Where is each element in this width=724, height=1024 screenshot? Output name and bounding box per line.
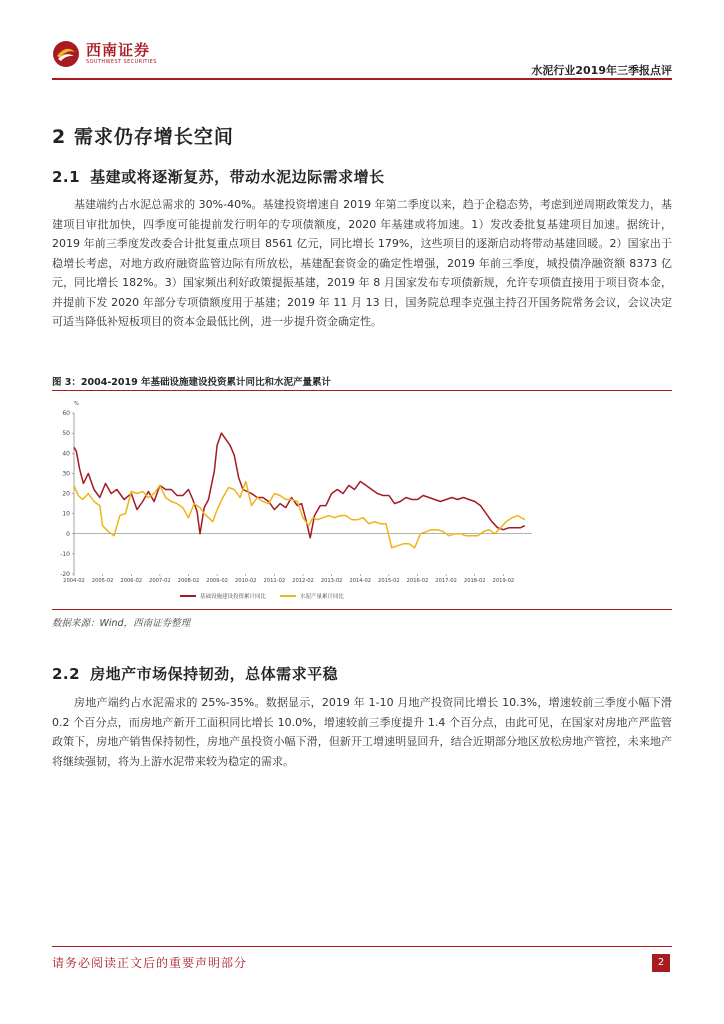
x-tick-label: 2004-02 <box>63 578 85 584</box>
logo-en-text: SOUTHWEST SECURITIES <box>86 59 157 65</box>
page-header <box>52 40 672 78</box>
x-tick-label: 2012-02 <box>292 578 314 584</box>
figure-3-frame <box>52 390 672 610</box>
footer-divider <box>52 946 672 947</box>
y-tick-label: 50 <box>62 430 70 438</box>
y-tick-label: 0 <box>66 530 70 538</box>
figure-3-source: 数据来源：Wind，西南证券整理 <box>52 618 191 629</box>
section-2-2-title: 房地产市场保持韧劲，总体需求平稳 <box>90 665 339 683</box>
report-title: 水泥行业2019年三季报点评 <box>531 64 672 77</box>
legend-label-1: 基础设施建设投资累计同比 <box>200 594 267 600</box>
figure-3-title: 图 3：2004-2019 年基础设施建设投资累计同比和水泥产量累计 <box>52 377 332 388</box>
x-tick-label: 2011-02 <box>263 578 286 584</box>
section-2-2-heading <box>52 663 338 684</box>
x-tick-label: 2008-02 <box>177 578 200 584</box>
section-2-1-number: 2.1 <box>52 168 81 186</box>
y-tick-label: 20 <box>62 490 70 498</box>
x-tick-label: 2009-02 <box>206 578 228 584</box>
x-tick-label: 2016-02 <box>406 578 429 584</box>
x-tick-label: 2013-02 <box>320 578 343 584</box>
section-2-heading <box>52 122 234 149</box>
header-divider <box>52 78 672 80</box>
section-2-title: 需求仍存增长空间 <box>73 126 234 148</box>
section-2-1-heading <box>52 166 385 187</box>
page-number: 2 <box>652 954 670 972</box>
series-line-1 <box>74 433 525 538</box>
section-2-1-paragraph: 基建端约占水泥总需求的 30%-40%。基建投资增速自 2019 年第二季度以来，趋于企稳态势，考虑到逆周期政策发力，基建项目审批加快，四季度可能提前发行明年的专项债额度，2020 年基建或将加速。1）发改委批复基建项目加速。据统计，2019 年前三季度发改委合计批复重点项目 8561 亿元，同比增长 179%，这些项目的逐渐启动将带动基建回暖。2）国家出于稳增长考虑，对地方政府融资监管边际有所放松，基建配套资金的确定性增强，2019 年前三季度，城投债净融资额 8373 亿元，同比增长 182%。3）国家频出利好政策提振基建，2019 年 8 月国家发布专项债新规，允许专项债直接用于项目资本金，并提前下发 2020 年部分专项债额度用于基建；2019 年 11 月 13 日，国务院总理李克强主持召开国务院常务会议，会议决定可适当降低补短板项目的资本金最低比例，进一步提升资金确定性。 <box>52 198 672 328</box>
x-tick-label: 2014-02 <box>349 578 372 584</box>
series-line-2 <box>74 481 525 547</box>
x-tick-label: 2006-02 <box>120 578 143 584</box>
company-logo <box>52 40 157 68</box>
y-tick-label: 40 <box>62 450 70 458</box>
x-tick-label: 2017-02 <box>435 578 457 584</box>
y-tick-label: -10 <box>60 550 70 558</box>
x-tick-label: 2018-02 <box>463 578 486 584</box>
section-2-2-paragraph: 房地产端约占水泥需求的 25%-35%。数据显示，2019 年 1-10 月地产投资同比增长 10.3%，增速较前三季度小幅下滑 0.2 个百分点，而房地产新开工面积同比增长 10.0%，增速较前三季度提升 1.4 个百分点，由此可见，在国家对房地产严监管政策下，房地产销售保持韧性，房地产虽投资小幅下滑，但新开工增速明显回升，结合近期部分地区放松房地产管控，未来地产将继续强韧，将为上游水泥带来较为稳定的需求。 <box>52 696 672 768</box>
section-2-1-title: 基建或将逐渐复苏，带动水泥边际需求增长 <box>90 168 385 186</box>
y-tick-label: 10 <box>62 510 70 518</box>
section-2-number: 2 <box>52 126 67 148</box>
logo-cn-text: 西南证券 <box>86 41 151 59</box>
y-tick-label: 60 <box>62 410 70 417</box>
figure-3-chart <box>52 391 672 609</box>
logo-mark-icon <box>52 40 80 68</box>
y-tick-label: 30 <box>62 470 70 478</box>
legend-label-2: 水泥产量累计同比 <box>300 594 345 600</box>
y-tick-label: -20 <box>60 571 70 578</box>
x-tick-label: 2015-02 <box>378 578 400 584</box>
section-2-2-number: 2.2 <box>52 665 81 683</box>
x-tick-label: 2005-02 <box>91 578 114 584</box>
x-tick-label: 2010-02 <box>234 578 257 584</box>
x-tick-label: 2007-02 <box>149 578 171 584</box>
x-tick-label: 2019-02 <box>492 578 515 584</box>
y-axis-unit-label: % <box>74 401 79 407</box>
footer-disclaimer: 请务必阅读正文后的重要声明部分 <box>52 956 248 970</box>
